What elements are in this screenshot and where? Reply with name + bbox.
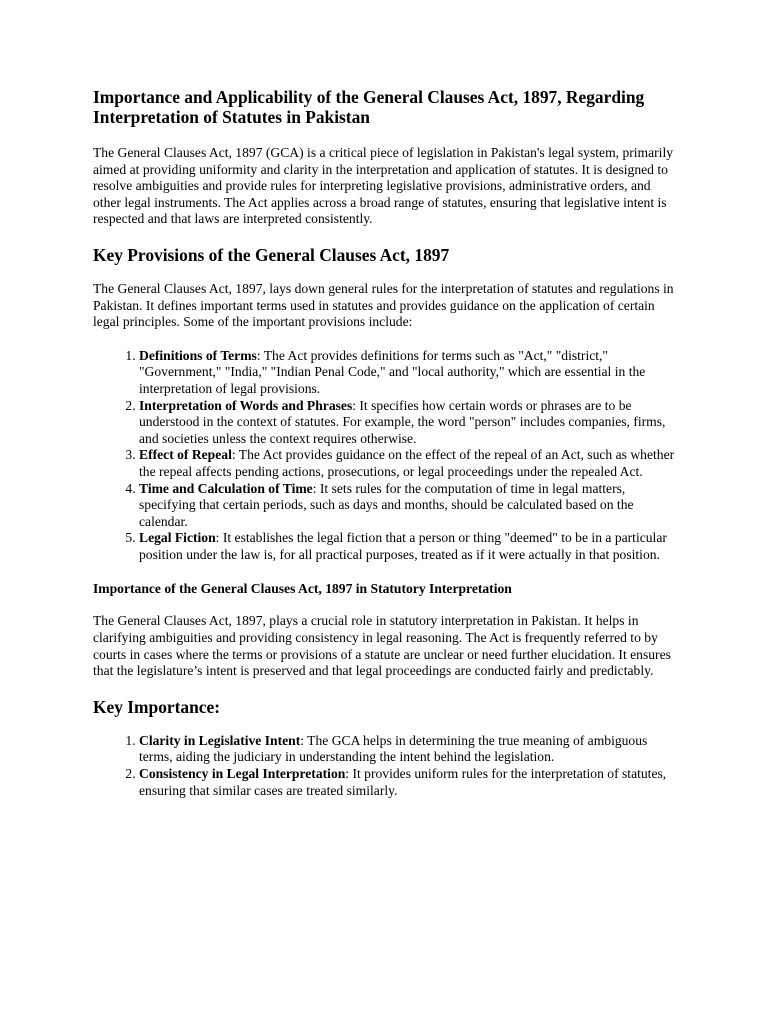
statutory-interpretation-paragraph: The General Clauses Act, 1897, plays a crucial role in statutory interpretation in Pakistan. It helps in clarifying ambiguities and providing consistency in legal reasoning. The Act is frequently referred to by courts in cases where the terms or provisions of a statute are unclear or need further elucidation. It ensures that the legislature’s intent is preserved and that legal proceedings are conducted fairly and predictably. <box>93 613 671 679</box>
provisions-heading: Key Provisions of the General Clauses Act, 1897 <box>93 244 450 265</box>
list-item <box>139 348 676 398</box>
list-item-text: : It sets rules for the computation of time in legal matters, specifying that certain periods, such as days and months, should be calculated based on the calendar. <box>139 480 634 529</box>
list-item-term: Interpretation of Words and Phrases <box>139 397 353 413</box>
list-item <box>139 481 676 531</box>
list-item-term: Time and Calculation of Time <box>139 480 313 496</box>
statutory-interpretation-heading: Importance of the General Clauses Act, 1897 in Statutory Interpretation <box>93 581 512 597</box>
list-item <box>139 766 676 799</box>
provisions-list <box>93 348 676 564</box>
list-item <box>139 398 676 448</box>
list-item-text: : It provides uniform rules for the interpretation of statutes, ensuring that similar cases are treated similarly. <box>139 766 667 798</box>
list-item <box>139 733 676 766</box>
list-item <box>139 530 676 563</box>
list-item-term: Consistency in Legal Interpretation <box>139 766 346 782</box>
importance-list <box>93 733 676 799</box>
list-item-text: : The GCA helps in determining the true meaning of ambiguous terms, aiding the judiciary in understanding the intent behind the legislation. <box>139 732 648 765</box>
list-item-term: Effect of Repeal <box>139 447 232 463</box>
list-item <box>139 447 676 480</box>
list-item-term: Clarity in Legislative Intent <box>139 732 301 748</box>
list-item-text: : The Act provides definitions for terms such as "Act," "district," "Government," "India," "Indian Penal Code," and "local authority," which are essential in the interpretation of legal provisions. <box>139 347 646 396</box>
document-title: Importance and Applicability of the General Clauses Act, 1897, Regarding Interpretation of Statutes in Pakistan <box>93 87 645 127</box>
list-item-text: : It specifies how certain words or phrases are to be understood in the context of statutes. For example, the word "person" includes companies, firms, and societies unless the context requires otherwise. <box>139 397 666 446</box>
list-item-text: : It establishes the legal fiction that a person or thing "deemed" to be in a particular position under the law is, for all practical purposes, treated as if it were actually in that position. <box>139 530 667 562</box>
intro-paragraph: The General Clauses Act, 1897 (GCA) is a critical piece of legislation in Pakistan's legal system, primarily aimed at providing uniformity and clarity in the interpretation and application of statutes. It is designed to resolve ambiguities and provide rules for interpreting legislative provisions, administrative orders, and other legal instruments. The Act applies across a broad range of statutes, ensuring that legislative intent is respected and that laws are interpreted consistently. <box>93 145 674 227</box>
key-importance-heading: Key Importance: <box>93 696 221 717</box>
provisions-intro-paragraph: The General Clauses Act, 1897, lays down general rules for the interpretation of statutes and regulations in Pakistan. It defines important terms used in statutes and provides guidance on the application of certain legal principles. Some of the important provisions include: <box>93 280 674 330</box>
list-item-term: Legal Fiction <box>139 530 216 546</box>
list-item-term: Definitions of Terms <box>139 347 257 363</box>
list-item-text: : The Act provides guidance on the effect of the repeal of an Act, such as whether the repeal affects pending actions, prosecutions, or legal proceedings under the repealed Act. <box>139 447 675 479</box>
